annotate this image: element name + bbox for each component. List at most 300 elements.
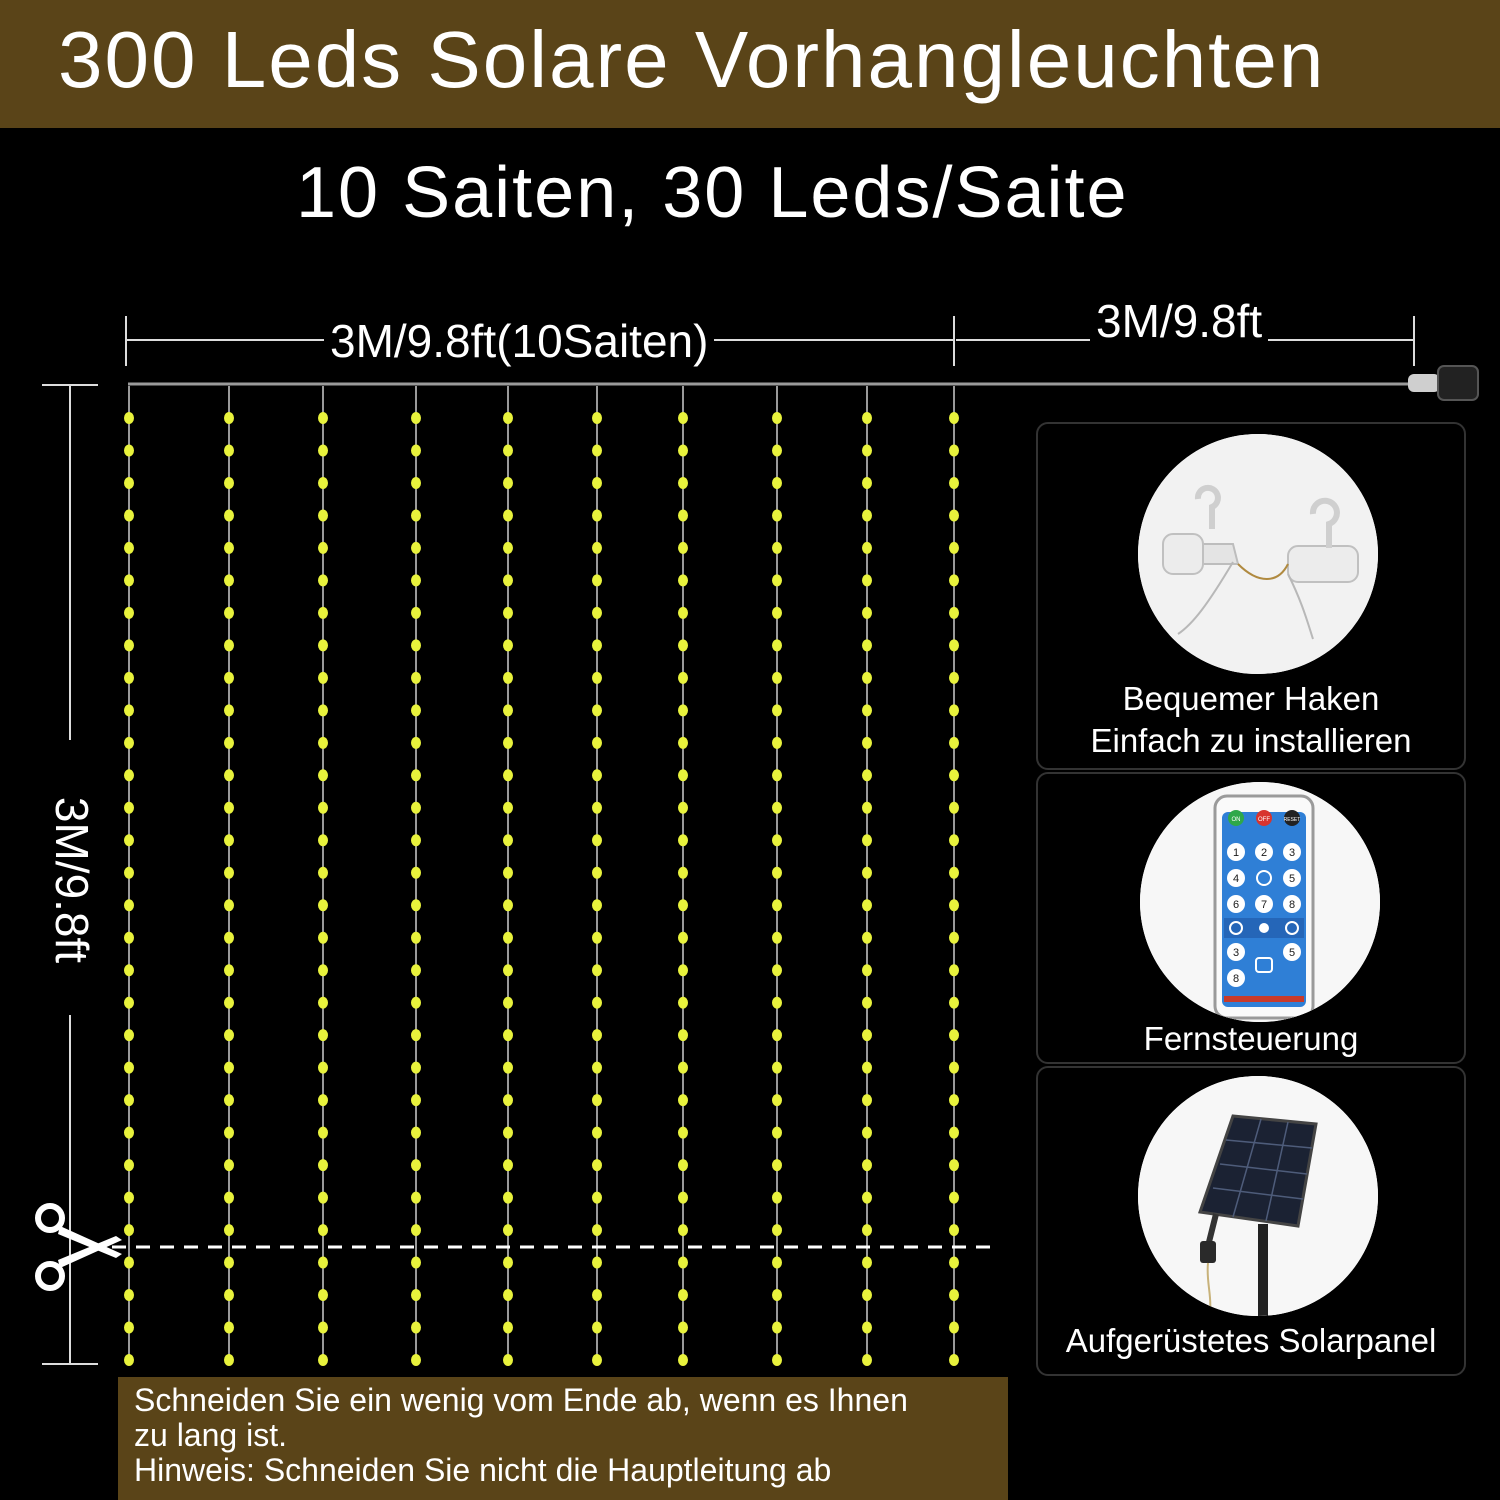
led-bulb bbox=[949, 1192, 959, 1204]
led-bulb bbox=[772, 1257, 782, 1269]
led-bulb bbox=[949, 1127, 959, 1139]
led-bulb bbox=[678, 639, 688, 651]
led-bulb bbox=[772, 867, 782, 879]
led-bulb bbox=[224, 574, 234, 586]
led-bulb bbox=[949, 834, 959, 846]
led-bulb bbox=[503, 1354, 513, 1366]
led-bulb bbox=[318, 704, 328, 716]
led-bulb bbox=[592, 509, 602, 521]
led-bulb bbox=[678, 1192, 688, 1204]
feature-panel-hook bbox=[1036, 422, 1466, 770]
led-bulb bbox=[503, 672, 513, 684]
led-bulb bbox=[592, 899, 602, 911]
led-bulb bbox=[949, 1159, 959, 1171]
led-bulb bbox=[411, 1159, 421, 1171]
led-bulb bbox=[124, 607, 134, 619]
led-bulb bbox=[124, 769, 134, 781]
led-bulb bbox=[224, 509, 234, 521]
led-bulb bbox=[862, 1257, 872, 1269]
led-bulb bbox=[224, 639, 234, 651]
led-bulb bbox=[862, 672, 872, 684]
led-bulb bbox=[411, 802, 421, 814]
led-bulb bbox=[592, 444, 602, 456]
led-bulb bbox=[592, 1257, 602, 1269]
led-bulb bbox=[949, 769, 959, 781]
led-bulb bbox=[772, 1159, 782, 1171]
led-bulb bbox=[592, 802, 602, 814]
led-bulb bbox=[411, 509, 421, 521]
led-bulb bbox=[124, 997, 134, 1009]
led-bulb bbox=[411, 477, 421, 489]
led-bulb bbox=[411, 964, 421, 976]
led-bulb bbox=[862, 509, 872, 521]
led-bulb bbox=[949, 867, 959, 879]
solar-caption bbox=[1038, 1320, 1464, 1362]
led-bulb bbox=[318, 542, 328, 554]
remote-caption-line1: Fernsteuerung bbox=[1143, 1020, 1359, 1057]
led-bulb bbox=[503, 737, 513, 749]
led-bulb bbox=[862, 1224, 872, 1236]
led-bulb bbox=[224, 1224, 234, 1236]
led-bulb bbox=[772, 964, 782, 976]
led-bulb bbox=[678, 542, 688, 554]
led-bulb bbox=[503, 412, 513, 424]
led-bulb bbox=[592, 1062, 602, 1074]
led-bulb bbox=[411, 737, 421, 749]
led-bulb bbox=[678, 737, 688, 749]
feature-panel-solar bbox=[1036, 1066, 1466, 1376]
lead-dimension-label: 3M/9.8ft bbox=[1090, 294, 1268, 348]
led-bulb bbox=[772, 444, 782, 456]
led-bulb bbox=[318, 444, 328, 456]
led-bulb bbox=[224, 1127, 234, 1139]
led-bulb bbox=[503, 1159, 513, 1171]
led-bulb bbox=[678, 834, 688, 846]
led-bulb bbox=[678, 1094, 688, 1106]
led-bulb bbox=[503, 1192, 513, 1204]
led-bulb bbox=[224, 1354, 234, 1366]
led-bulb bbox=[503, 704, 513, 716]
led-bulb bbox=[124, 574, 134, 586]
remote-key-8: 8 bbox=[1288, 899, 1296, 911]
led-bulb bbox=[124, 802, 134, 814]
led-bulb bbox=[124, 412, 134, 424]
led-bulb bbox=[862, 769, 872, 781]
led-bulb bbox=[411, 899, 421, 911]
led-bulb bbox=[503, 574, 513, 586]
led-bulb bbox=[411, 997, 421, 1009]
led-bulb bbox=[678, 1257, 688, 1269]
led-bulb bbox=[318, 1029, 328, 1041]
cut-note-line3: Hinweis: Schneiden Sie nicht die Hauptleitung ab bbox=[134, 1452, 832, 1488]
led-bulb bbox=[503, 964, 513, 976]
led-bulb bbox=[503, 1094, 513, 1106]
led-bulb bbox=[318, 1322, 328, 1334]
led-bulb bbox=[318, 1094, 328, 1106]
led-bulb bbox=[224, 1289, 234, 1301]
led-bulb bbox=[592, 1094, 602, 1106]
led-bulb bbox=[503, 834, 513, 846]
led-bulb bbox=[503, 802, 513, 814]
led-bulb bbox=[318, 574, 328, 586]
led-bulb bbox=[772, 1322, 782, 1334]
led-bulb bbox=[124, 737, 134, 749]
led-bulb bbox=[949, 412, 959, 424]
remote-key-timer-8: 8 bbox=[1232, 973, 1240, 985]
led-bulb bbox=[862, 1192, 872, 1204]
remote-reset-key: RESET bbox=[1283, 817, 1301, 823]
cut-note-line2: zu lang ist. bbox=[134, 1417, 287, 1453]
led-bulb bbox=[862, 1159, 872, 1171]
remote-key-timer-5: 5 bbox=[1288, 947, 1296, 959]
cut-note bbox=[118, 1377, 1008, 1500]
led-bulb bbox=[224, 1257, 234, 1269]
led-bulb bbox=[772, 672, 782, 684]
led-bulb bbox=[678, 932, 688, 944]
led-bulb bbox=[503, 639, 513, 651]
led-bulb bbox=[224, 1159, 234, 1171]
led-bulb bbox=[411, 1322, 421, 1334]
led-bulb bbox=[772, 1094, 782, 1106]
led-bulb bbox=[224, 444, 234, 456]
led-bulb bbox=[411, 834, 421, 846]
led-bulb bbox=[224, 477, 234, 489]
led-bulb bbox=[678, 899, 688, 911]
led-bulb bbox=[949, 997, 959, 1009]
led-bulb bbox=[772, 574, 782, 586]
led-bulb bbox=[124, 1322, 134, 1334]
led-bulb bbox=[124, 1127, 134, 1139]
led-bulb bbox=[124, 1094, 134, 1106]
led-bulb bbox=[411, 574, 421, 586]
led-bulb bbox=[124, 672, 134, 684]
led-bulb bbox=[772, 802, 782, 814]
led-bulb bbox=[592, 1289, 602, 1301]
solar-caption-line1: Aufgerüstetes Solarpanel bbox=[1065, 1322, 1437, 1359]
led-bulb bbox=[678, 1062, 688, 1074]
led-bulb bbox=[224, 834, 234, 846]
led-bulb bbox=[503, 1029, 513, 1041]
led-bulb bbox=[772, 509, 782, 521]
led-bulb bbox=[411, 1354, 421, 1366]
led-bulb bbox=[592, 1322, 602, 1334]
led-bulb bbox=[592, 1224, 602, 1236]
led-bulb bbox=[411, 444, 421, 456]
led-bulb bbox=[862, 834, 872, 846]
led-bulb bbox=[772, 1289, 782, 1301]
remote-key-1: 1 bbox=[1232, 847, 1240, 859]
led-bulb bbox=[772, 997, 782, 1009]
led-bulb bbox=[678, 997, 688, 1009]
led-bulb bbox=[318, 802, 328, 814]
page-title: 300 Leds Solare Vorhangleuchten bbox=[58, 15, 1326, 104]
remote-off-key: OFF bbox=[1258, 817, 1270, 823]
led-bulb bbox=[862, 477, 872, 489]
led-bulb bbox=[318, 1192, 328, 1204]
led-bulb bbox=[862, 1127, 872, 1139]
led-bulb bbox=[318, 899, 328, 911]
led-bulb bbox=[411, 704, 421, 716]
led-bulb bbox=[592, 704, 602, 716]
led-bulb bbox=[678, 1354, 688, 1366]
led-bulb bbox=[949, 1289, 959, 1301]
led-bulb bbox=[124, 1159, 134, 1171]
led-bulb bbox=[124, 704, 134, 716]
led-bulb bbox=[318, 412, 328, 424]
led-bulb bbox=[224, 1192, 234, 1204]
led-bulb bbox=[772, 932, 782, 944]
led-bulb bbox=[318, 1159, 328, 1171]
led-bulb bbox=[124, 542, 134, 554]
led-bulb bbox=[862, 1354, 872, 1366]
led-bulb bbox=[772, 1354, 782, 1366]
led-bulb bbox=[949, 899, 959, 911]
remote-key-7: 7 bbox=[1260, 899, 1268, 911]
led-bulb bbox=[124, 1029, 134, 1041]
led-bulb bbox=[224, 1094, 234, 1106]
led-bulb bbox=[949, 574, 959, 586]
led-bulb bbox=[318, 1354, 328, 1366]
led-bulb bbox=[503, 1224, 513, 1236]
led-bulb bbox=[224, 704, 234, 716]
led-bulb bbox=[772, 1062, 782, 1074]
led-bulb bbox=[862, 802, 872, 814]
led-bulb bbox=[592, 1127, 602, 1139]
led-bulb bbox=[224, 1029, 234, 1041]
led-bulb bbox=[503, 1127, 513, 1139]
hook-connector-icon bbox=[1138, 434, 1378, 674]
led-bulb bbox=[949, 1029, 959, 1041]
led-bulb bbox=[124, 444, 134, 456]
led-bulb bbox=[318, 1127, 328, 1139]
led-bulb bbox=[124, 932, 134, 944]
led-bulb bbox=[592, 769, 602, 781]
led-bulb bbox=[224, 737, 234, 749]
led-bulb bbox=[124, 899, 134, 911]
led-bulb bbox=[862, 737, 872, 749]
led-bulb bbox=[318, 672, 328, 684]
led-bulb bbox=[124, 509, 134, 521]
led-bulb bbox=[772, 1029, 782, 1041]
led-bulb bbox=[224, 672, 234, 684]
remote-caption bbox=[1038, 1018, 1464, 1060]
led-bulb bbox=[678, 769, 688, 781]
led-bulb bbox=[503, 997, 513, 1009]
led-bulb bbox=[772, 704, 782, 716]
led-bulb bbox=[862, 412, 872, 424]
led-bulb bbox=[772, 1224, 782, 1236]
led-bulb bbox=[678, 607, 688, 619]
led-bulb bbox=[124, 1354, 134, 1366]
led-bulb bbox=[124, 964, 134, 976]
led-bulb bbox=[411, 769, 421, 781]
led-bulb bbox=[411, 542, 421, 554]
led-bulb bbox=[862, 542, 872, 554]
remote-key-3: 3 bbox=[1288, 847, 1296, 859]
led-bulb bbox=[503, 607, 513, 619]
led-bulb bbox=[772, 834, 782, 846]
led-bulb bbox=[678, 672, 688, 684]
led-bulb bbox=[678, 1029, 688, 1041]
led-bulb bbox=[592, 932, 602, 944]
led-bulb bbox=[772, 737, 782, 749]
remote-key-2: 2 bbox=[1260, 847, 1268, 859]
led-bulb bbox=[503, 509, 513, 521]
led-bulb bbox=[772, 899, 782, 911]
led-bulb bbox=[124, 639, 134, 651]
led-bulb bbox=[503, 1062, 513, 1074]
led-bulb bbox=[318, 997, 328, 1009]
led-bulb bbox=[862, 932, 872, 944]
led-bulb bbox=[678, 802, 688, 814]
led-bulb bbox=[862, 639, 872, 651]
led-bulb bbox=[592, 997, 602, 1009]
led-bulb bbox=[224, 997, 234, 1009]
led-bulb bbox=[949, 509, 959, 521]
led-bulb bbox=[411, 867, 421, 879]
solar-panel-icon bbox=[1138, 1076, 1378, 1316]
led-bulb bbox=[224, 412, 234, 424]
led-bulb bbox=[224, 964, 234, 976]
remote-key-4: 4 bbox=[1232, 873, 1240, 885]
led-bulb bbox=[862, 1289, 872, 1301]
led-bulb bbox=[318, 607, 328, 619]
led-bulb bbox=[224, 932, 234, 944]
led-bulb bbox=[862, 1322, 872, 1334]
led-bulb bbox=[862, 1094, 872, 1106]
remote-key-6: 6 bbox=[1232, 899, 1240, 911]
led-bulb bbox=[124, 867, 134, 879]
led-bulb bbox=[411, 1029, 421, 1041]
led-bulb bbox=[592, 834, 602, 846]
led-bulb bbox=[411, 639, 421, 651]
wire-connector bbox=[1408, 374, 1440, 392]
width-dimension-label: 3M/9.8ft(10Saiten) bbox=[324, 314, 714, 368]
led-bulb bbox=[678, 964, 688, 976]
led-bulb bbox=[862, 1029, 872, 1041]
led-bulb bbox=[862, 1062, 872, 1074]
led-bulb bbox=[592, 574, 602, 586]
led-bulb bbox=[949, 607, 959, 619]
led-bulb bbox=[592, 867, 602, 879]
led-bulb bbox=[503, 542, 513, 554]
feature-panel-remote bbox=[1036, 772, 1466, 1064]
led-bulb bbox=[318, 834, 328, 846]
led-bulb bbox=[772, 542, 782, 554]
led-bulb bbox=[318, 1257, 328, 1269]
led-bulb bbox=[411, 1127, 421, 1139]
led-bulb bbox=[224, 802, 234, 814]
led-bulb bbox=[592, 1192, 602, 1204]
led-bulb bbox=[678, 867, 688, 879]
led-bulb bbox=[224, 542, 234, 554]
led-bulb bbox=[678, 574, 688, 586]
led-bulb bbox=[949, 672, 959, 684]
led-bulb bbox=[318, 639, 328, 651]
cut-note-line1: Schneiden Sie ein wenig vom Ende ab, wenn es Ihnen bbox=[134, 1382, 908, 1418]
led-bulb bbox=[503, 867, 513, 879]
hook-caption-line2: Einfach zu installieren bbox=[1090, 722, 1412, 759]
led-bulb bbox=[411, 1062, 421, 1074]
led-bulb bbox=[862, 574, 872, 586]
led-bulb bbox=[772, 1127, 782, 1139]
led-bulb bbox=[503, 444, 513, 456]
led-bulb bbox=[411, 672, 421, 684]
remote-control-icon bbox=[1140, 782, 1380, 1022]
led-bulb bbox=[503, 1289, 513, 1301]
led-bulb bbox=[678, 1127, 688, 1139]
led-bulb bbox=[949, 704, 959, 716]
led-bulb bbox=[318, 769, 328, 781]
remote-key-timer-3: 3 bbox=[1232, 947, 1240, 959]
led-bulb bbox=[678, 1322, 688, 1334]
led-bulb bbox=[772, 477, 782, 489]
led-bulb bbox=[772, 639, 782, 651]
led-bulb bbox=[318, 932, 328, 944]
led-bulb bbox=[772, 607, 782, 619]
led-bulb bbox=[862, 444, 872, 456]
led-bulb bbox=[949, 477, 959, 489]
led-bulb bbox=[503, 769, 513, 781]
led-bulb bbox=[411, 412, 421, 424]
hook-caption bbox=[1038, 678, 1464, 762]
page-subtitle: 10 Saiten, 30 Leds/Saite bbox=[296, 153, 1129, 233]
led-bulb bbox=[592, 1029, 602, 1041]
led-bulb bbox=[503, 1322, 513, 1334]
led-bulb bbox=[678, 444, 688, 456]
led-bulb bbox=[592, 964, 602, 976]
led-bulb bbox=[678, 509, 688, 521]
led-bulb bbox=[411, 1094, 421, 1106]
led-bulb bbox=[124, 477, 134, 489]
led-bulb bbox=[503, 899, 513, 911]
led-bulb bbox=[124, 834, 134, 846]
led-bulb bbox=[949, 1062, 959, 1074]
led-bulb bbox=[592, 1159, 602, 1171]
wire-plug bbox=[1438, 366, 1478, 400]
led-bulb bbox=[318, 509, 328, 521]
led-bulb bbox=[862, 899, 872, 911]
led-bulb bbox=[318, 1062, 328, 1074]
led-bulb bbox=[949, 1354, 959, 1366]
led-bulb bbox=[224, 607, 234, 619]
led-bulb bbox=[862, 867, 872, 879]
led-bulb bbox=[772, 1192, 782, 1204]
led-bulb bbox=[318, 867, 328, 879]
led-bulb bbox=[592, 737, 602, 749]
led-bulb bbox=[411, 932, 421, 944]
led-bulb bbox=[318, 477, 328, 489]
hook-caption-line1: Bequemer Haken bbox=[1122, 680, 1380, 717]
led-bulb bbox=[949, 1224, 959, 1236]
led-bulb bbox=[949, 639, 959, 651]
remote-on-key: ON bbox=[1231, 817, 1241, 823]
led-bulb bbox=[949, 737, 959, 749]
led-bulb bbox=[318, 737, 328, 749]
led-bulb bbox=[592, 607, 602, 619]
led-bulb bbox=[592, 412, 602, 424]
led-bulb bbox=[411, 1224, 421, 1236]
led-bulb bbox=[678, 1289, 688, 1301]
led-bulb bbox=[592, 542, 602, 554]
led-bulb bbox=[224, 1322, 234, 1334]
led-bulb bbox=[124, 1062, 134, 1074]
led-bulb bbox=[411, 1192, 421, 1204]
led-bulb bbox=[592, 477, 602, 489]
height-dimension-label: 3M/9.8ft bbox=[46, 796, 98, 964]
led-bulb bbox=[862, 997, 872, 1009]
scissors-icon bbox=[30, 1200, 130, 1294]
